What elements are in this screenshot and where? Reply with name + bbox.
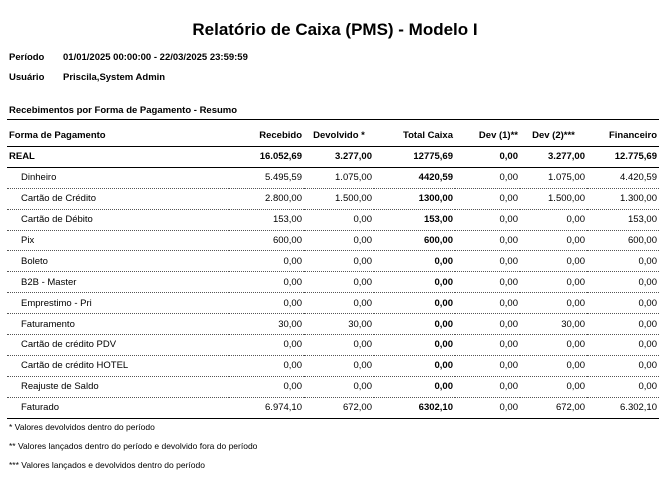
col-dev1: Dev (1)**	[455, 124, 520, 147]
table-row	[7, 335, 659, 356]
cell-forma: Faturamento	[7, 314, 229, 335]
cell-dev1: 0,00	[455, 209, 520, 230]
col-forma-pagamento: Forma de Pagamento	[7, 124, 229, 147]
cell-total-caixa: 153,00	[374, 209, 455, 230]
cell-dev2: 0,00	[520, 209, 587, 230]
cell-total-caixa: 1300,00	[374, 188, 455, 209]
cell-dev2: 0,00	[520, 293, 587, 314]
report-title: Relatório de Caixa (PMS) - Modelo I	[192, 20, 478, 39]
cell-recebido: 6.974,10	[229, 397, 304, 418]
cell-total-caixa: 4420,59	[374, 167, 455, 188]
cell-dev1: 0,00	[455, 188, 520, 209]
cell-financeiro: 0,00	[587, 272, 659, 293]
table-row	[7, 293, 659, 314]
cell-recebido: 600,00	[229, 230, 304, 251]
table-row	[7, 314, 659, 335]
cell-forma: Reajuste de Saldo	[7, 376, 229, 397]
cell-recebido: 0,00	[229, 335, 304, 356]
table-row	[7, 397, 659, 418]
cell-dev2: 1.075,00	[520, 167, 587, 188]
col-financeiro: Financeiro	[587, 124, 659, 147]
cell-forma: Dinheiro	[7, 167, 229, 188]
cell-dev1: 0,00	[455, 272, 520, 293]
cell-devolvido: 1.075,00	[304, 167, 374, 188]
cell-forma: Cartão de crédito PDV	[7, 335, 229, 356]
cell-devolvido: 0,00	[304, 251, 374, 272]
cell-financeiro: 6.302,10	[587, 397, 659, 418]
cell-devolvido: 0,00	[304, 355, 374, 376]
cell-recebido: 0,00	[229, 251, 304, 272]
cell-total-caixa: 0,00	[374, 376, 455, 397]
cell-total-caixa: 6302,10	[374, 397, 455, 418]
cell-devolvido: 0,00	[304, 335, 374, 356]
cell-financeiro: 0,00	[587, 251, 659, 272]
cell-dev2: 1.500,00	[520, 188, 587, 209]
cell-total-caixa: 0,00	[374, 314, 455, 335]
cell-dev2: 30,00	[520, 314, 587, 335]
period-line	[9, 52, 248, 63]
cell-dev2: 3.277,00	[520, 147, 587, 168]
cell-financeiro: 4.420,59	[587, 167, 659, 188]
cell-recebido: 0,00	[229, 376, 304, 397]
cell-forma: Faturado	[7, 397, 229, 418]
cell-forma: REAL	[7, 147, 229, 168]
cell-recebido: 16.052,69	[229, 147, 304, 168]
cell-dev1: 0,00	[455, 397, 520, 418]
cell-forma: Cartão de Crédito	[7, 188, 229, 209]
user-value: Priscila,System Admin	[63, 72, 166, 83]
cell-forma: Emprestimo - Pri	[7, 293, 229, 314]
cell-recebido: 30,00	[229, 314, 304, 335]
cell-financeiro: 0,00	[587, 376, 659, 397]
cell-forma: Cartão de Débito	[7, 209, 229, 230]
footnote: ** Valores lançados dentro do período e devolvido fora do período	[9, 441, 258, 451]
cell-dev1: 0,00	[455, 293, 520, 314]
cell-financeiro: 0,00	[587, 293, 659, 314]
cell-dev1: 0,00	[455, 355, 520, 376]
table-row	[7, 376, 659, 397]
cell-dev1: 0,00	[455, 251, 520, 272]
cell-devolvido: 672,00	[304, 397, 374, 418]
cell-financeiro: 0,00	[587, 314, 659, 335]
cell-recebido: 5.495,59	[229, 167, 304, 188]
col-dev2: Dev (2)***	[520, 124, 587, 147]
cell-devolvido: 0,00	[304, 376, 374, 397]
cell-dev1: 0,00	[455, 167, 520, 188]
payment-summary-table	[7, 124, 659, 419]
cell-forma: Pix	[7, 230, 229, 251]
cell-total-caixa: 600,00	[374, 230, 455, 251]
table-row	[7, 251, 659, 272]
period-value: 01/01/2025 00:00:00 - 22/03/2025 23:59:59	[63, 52, 248, 63]
period-label: Período	[9, 52, 45, 63]
cell-devolvido: 1.500,00	[304, 188, 374, 209]
cell-dev2: 0,00	[520, 272, 587, 293]
cell-financeiro: 600,00	[587, 230, 659, 251]
cell-recebido: 0,00	[229, 272, 304, 293]
table-row	[7, 230, 659, 251]
user-label: Usuário	[9, 72, 45, 83]
cell-dev1: 0,00	[455, 147, 520, 168]
cell-total-caixa: 0,00	[374, 272, 455, 293]
cell-recebido: 0,00	[229, 293, 304, 314]
cell-dev1: 0,00	[455, 314, 520, 335]
footnote: * Valores devolvidos dentro do período	[9, 422, 155, 432]
cell-forma: Cartão de crédito HOTEL	[7, 355, 229, 376]
table-row	[7, 209, 659, 230]
col-recebido: Recebido	[229, 124, 304, 147]
cell-forma: B2B - Master	[7, 272, 229, 293]
cell-total-caixa: 0,00	[374, 335, 455, 356]
cell-dev2: 672,00	[520, 397, 587, 418]
section-title: Recebimentos por Forma de Pagamento - Resumo	[9, 105, 238, 116]
cell-total-caixa: 0,00	[374, 293, 455, 314]
table-header-row	[7, 124, 659, 147]
cell-devolvido: 3.277,00	[304, 147, 374, 168]
table-row	[7, 167, 659, 188]
cell-devolvido: 0,00	[304, 293, 374, 314]
cell-total-caixa: 12775,69	[374, 147, 455, 168]
cell-financeiro: 0,00	[587, 335, 659, 356]
cell-financeiro: 153,00	[587, 209, 659, 230]
cell-forma: Boleto	[7, 251, 229, 272]
cell-recebido: 2.800,00	[229, 188, 304, 209]
table-row	[7, 272, 659, 293]
cell-dev2: 0,00	[520, 335, 587, 356]
cell-dev1: 0,00	[455, 335, 520, 356]
cell-devolvido: 30,00	[304, 314, 374, 335]
cell-financeiro: 1.300,00	[587, 188, 659, 209]
section-divider	[7, 119, 659, 120]
table-row	[7, 355, 659, 376]
cell-dev2: 0,00	[520, 376, 587, 397]
table-row	[7, 188, 659, 209]
cell-dev2: 0,00	[520, 355, 587, 376]
user-line	[9, 72, 165, 83]
cell-devolvido: 0,00	[304, 272, 374, 293]
cell-devolvido: 0,00	[304, 230, 374, 251]
cell-dev1: 0,00	[455, 230, 520, 251]
col-total-caixa: Total Caixa	[374, 124, 455, 147]
cell-financeiro: 12.775,69	[587, 147, 659, 168]
cell-total-caixa: 0,00	[374, 251, 455, 272]
cell-financeiro: 0,00	[587, 355, 659, 376]
cell-total-caixa: 0,00	[374, 355, 455, 376]
col-devolvido: Devolvido *	[304, 124, 374, 147]
table-body	[7, 147, 659, 419]
cell-recebido: 153,00	[229, 209, 304, 230]
cell-dev1: 0,00	[455, 376, 520, 397]
cell-dev2: 0,00	[520, 251, 587, 272]
cell-devolvido: 0,00	[304, 209, 374, 230]
footnote: *** Valores lançados e devolvidos dentro do período	[9, 460, 205, 470]
total-row	[7, 147, 659, 168]
cell-recebido: 0,00	[229, 355, 304, 376]
cell-dev2: 0,00	[520, 230, 587, 251]
